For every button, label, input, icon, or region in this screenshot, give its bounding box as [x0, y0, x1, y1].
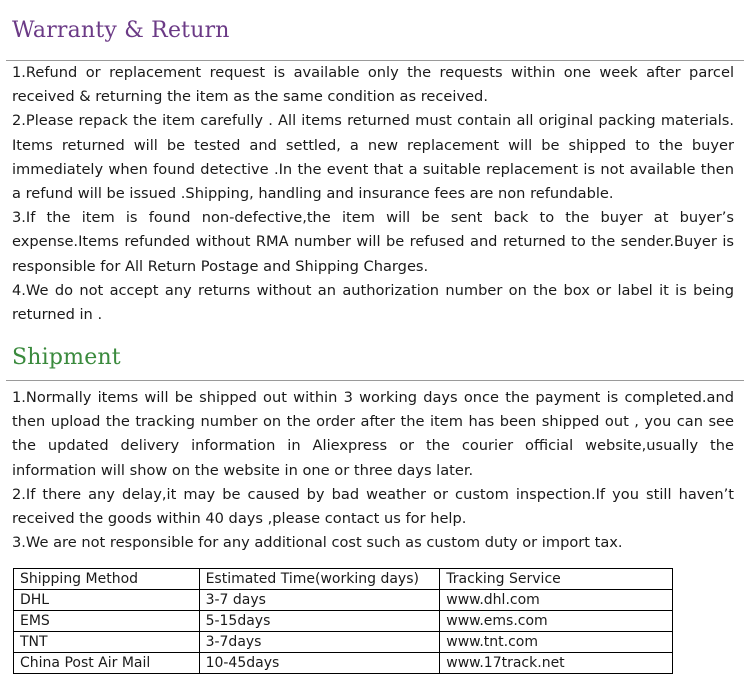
- table-row: [14, 632, 673, 653]
- table-row: [14, 590, 673, 611]
- header-estimated-time: Estimated Time(working days): [199, 569, 440, 590]
- cell-tracking: www.ems.com: [440, 611, 673, 632]
- cell-time: 3-7days: [199, 632, 440, 653]
- cell-tracking: www.dhl.com: [440, 590, 673, 611]
- shipment-divider: [6, 380, 744, 381]
- warranty-item-1: 1.Refund or replacement request is available only the requests within one week after parcel received & returning the item as the same condition as received.: [12, 64, 734, 106]
- cell-method: China Post Air Mail: [14, 653, 200, 674]
- cell-time: 10-45days: [199, 653, 440, 674]
- warranty-item-3: 3.If the item is found non-defective,the item will be sent back to the buyer at buyer’s expense.Items refunded without RMA number will be refused and returned to the sender.Buyer is responsible for All Return Postage and Shipping Charges.: [12, 209, 734, 275]
- table-row: [14, 653, 673, 674]
- cell-method: EMS: [14, 611, 200, 632]
- warranty-item-2: 2.Please repack the item carefully . All items returned must contain all original packing materials. Items returned will be tested and settled, a new replacement will be shipped to the buyer immediately when found detective .In the event that a suitable replacement is not available then a refund will be issued .Shipping, handling and insurance fees are non refundable.: [12, 112, 734, 203]
- cell-time: 3-7 days: [199, 590, 440, 611]
- warranty-heading: Warranty & Return: [12, 18, 230, 43]
- cell-tracking: www.17track.net: [440, 653, 673, 674]
- shipment-text: [12, 386, 734, 555]
- header-shipping-method: Shipping Method: [14, 569, 200, 590]
- warranty-item-4: 4.We do not accept any returns without an authorization number on the box or label it is being returned in .: [12, 281, 734, 324]
- cell-tracking: www.tnt.com: [440, 632, 673, 653]
- shipment-item-1: 1.Normally items will be shipped out within 3 working days once the payment is completed.and then upload the tracking number on the order after the item has been shipped out , you can see the updated delivery information in Aliexpress or the courier official website,usually the information will show on the website in one or three days later.: [12, 389, 734, 479]
- table-row: [14, 611, 673, 632]
- cell-method: TNT: [14, 632, 200, 653]
- table-header-row: [14, 569, 673, 590]
- shipment-item-2: 2.If there any delay,it may be caused by bad weather or custom inspection.If you still haven’t received the goods within 40 days ,please contact us for help.: [12, 485, 734, 528]
- shipping-table: [13, 568, 673, 674]
- warranty-text: [12, 61, 734, 327]
- header-tracking-service: Tracking Service: [440, 569, 673, 590]
- shipment-heading: Shipment: [12, 345, 121, 370]
- cell-time: 5-15days: [199, 611, 440, 632]
- shipment-item-3: 3.We are not responsible for any additional cost such as custom duty or import tax.: [12, 534, 623, 552]
- cell-method: DHL: [14, 590, 200, 611]
